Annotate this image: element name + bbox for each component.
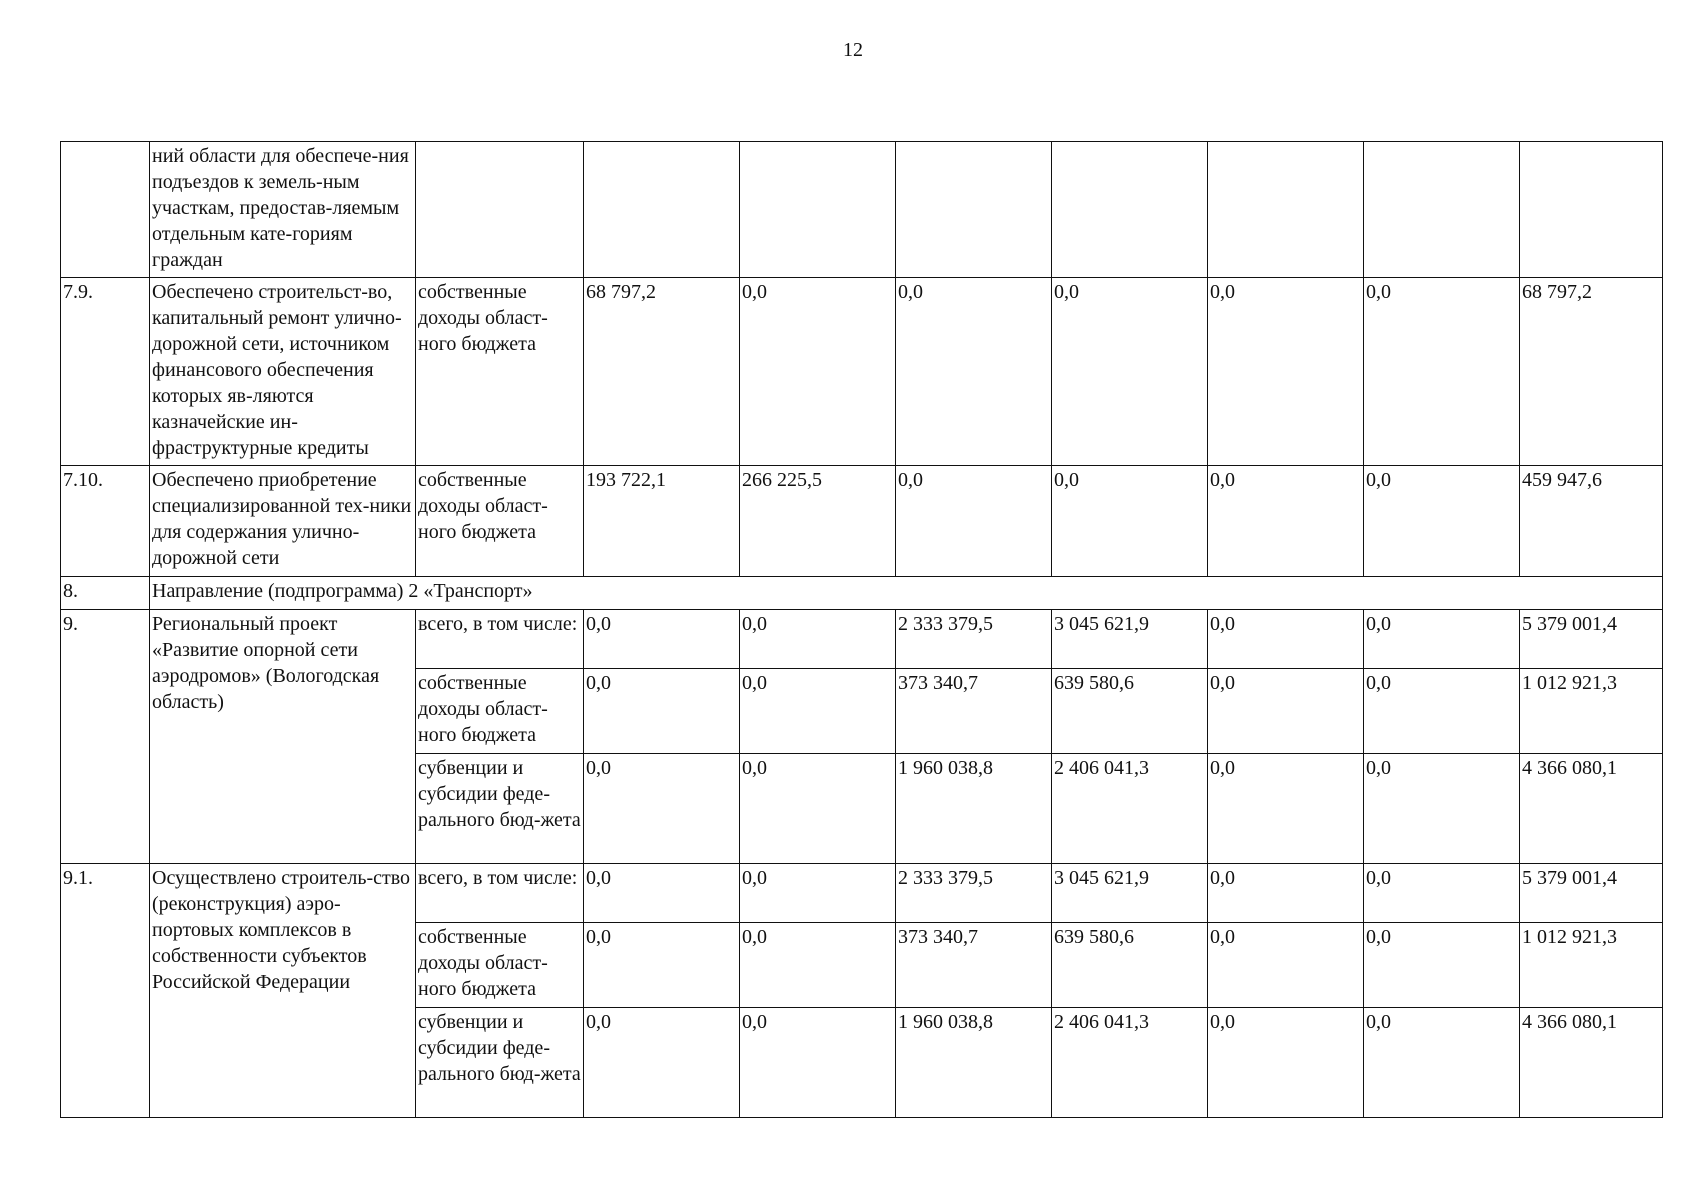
funding-source: собственные доходы област-ного бюджета xyxy=(416,923,584,1008)
value-cell: 2 406 041,3 xyxy=(1052,1008,1208,1118)
row-number: 7.9. xyxy=(61,278,150,466)
row-number: 7.10. xyxy=(61,466,150,577)
value-cell: 373 340,7 xyxy=(896,669,1052,754)
value-cell: 0,0 xyxy=(740,754,896,864)
value-cell: 0,0 xyxy=(1364,278,1520,466)
value-cell: 0,0 xyxy=(740,610,896,669)
value-cell: 1 960 038,8 xyxy=(896,1008,1052,1118)
value-cell: 3 045 621,9 xyxy=(1052,610,1208,669)
value-cell: 1 960 038,8 xyxy=(896,754,1052,864)
value-cell: 68 797,2 xyxy=(584,278,740,466)
budget-table xyxy=(60,141,1663,1118)
value-cell: 639 580,6 xyxy=(1052,669,1208,754)
value-cell: 3 045 621,9 xyxy=(1052,864,1208,923)
funding-source: субвенции и субсидии феде-рального бюд-жета xyxy=(416,754,584,864)
value-cell: 0,0 xyxy=(584,923,740,1008)
event-name: Обеспечено приобретение специализированной тех-ники для содержания улично-дорожной сети xyxy=(150,466,416,577)
funding-source: всего, в том числе: xyxy=(416,610,584,669)
value-cell: 639 580,6 xyxy=(1052,923,1208,1008)
value-cell: 0,0 xyxy=(1364,1008,1520,1118)
table-row xyxy=(61,278,1663,466)
total-cell: 4 366 080,1 xyxy=(1520,754,1663,864)
value-cell: 0,0 xyxy=(1208,610,1364,669)
value-cell: 0,0 xyxy=(1208,278,1364,466)
value-cell: 0,0 xyxy=(1364,466,1520,577)
value-cell xyxy=(1052,142,1208,278)
table-row xyxy=(61,142,1663,278)
row-number: 9.1. xyxy=(61,864,150,1118)
funding-source: собственные доходы област-ного бюджета xyxy=(416,466,584,577)
funding-source: всего, в том числе: xyxy=(416,864,584,923)
value-cell: 0,0 xyxy=(1208,669,1364,754)
value-cell: 0,0 xyxy=(740,1008,896,1118)
value-cell: 0,0 xyxy=(896,278,1052,466)
value-cell: 0,0 xyxy=(584,1008,740,1118)
value-cell: 0,0 xyxy=(584,754,740,864)
value-cell: 0,0 xyxy=(584,669,740,754)
section-heading: Направление (подпрограмма) 2 «Транспорт» xyxy=(150,577,1663,610)
value-cell: 0,0 xyxy=(1208,864,1364,923)
table-row xyxy=(61,864,1663,923)
value-cell: 0,0 xyxy=(1364,610,1520,669)
value-cell: 0,0 xyxy=(1364,923,1520,1008)
total-cell: 4 366 080,1 xyxy=(1520,1008,1663,1118)
value-cell: 0,0 xyxy=(740,923,896,1008)
funding-source: собственные доходы област-ного бюджета xyxy=(416,278,584,466)
value-cell: 0,0 xyxy=(740,864,896,923)
total-cell: 1 012 921,3 xyxy=(1520,923,1663,1008)
value-cell xyxy=(1208,142,1364,278)
total-cell: 68 797,2 xyxy=(1520,278,1663,466)
row-number: 8. xyxy=(61,577,150,610)
value-cell: 0,0 xyxy=(1364,754,1520,864)
value-cell: 0,0 xyxy=(1052,466,1208,577)
value-cell: 0,0 xyxy=(1052,278,1208,466)
value-cell xyxy=(1364,142,1520,278)
value-cell: 2 333 379,5 xyxy=(896,864,1052,923)
table-row xyxy=(61,577,1663,610)
total-cell: 5 379 001,4 xyxy=(1520,610,1663,669)
value-cell: 0,0 xyxy=(584,610,740,669)
value-cell: 0,0 xyxy=(740,278,896,466)
total-cell xyxy=(1520,142,1663,278)
event-name: Региональный проект «Развитие опорной сети аэродромов» (Вологодская область) xyxy=(150,610,416,864)
event-name: Обеспечено строительст-во, капитальный ремонт улично-дорожной сети, источником финансового обеспечения которых яв-ляются казначейские ин-фраструктурные кредиты xyxy=(150,278,416,466)
total-cell: 459 947,6 xyxy=(1520,466,1663,577)
total-cell: 5 379 001,4 xyxy=(1520,864,1663,923)
value-cell: 0,0 xyxy=(1364,864,1520,923)
event-name: Осуществлено строитель-ство (реконструкция) аэро-портовых комплексов в собственности субъектов Российской Федерации xyxy=(150,864,416,1118)
value-cell xyxy=(740,142,896,278)
row-number: 9. xyxy=(61,610,150,864)
value-cell xyxy=(896,142,1052,278)
value-cell: 0,0 xyxy=(1208,923,1364,1008)
value-cell: 0,0 xyxy=(896,466,1052,577)
value-cell xyxy=(584,142,740,278)
row-number xyxy=(61,142,150,278)
table-row xyxy=(61,466,1663,577)
value-cell: 0,0 xyxy=(1208,466,1364,577)
funding-source xyxy=(416,142,584,278)
value-cell: 2 406 041,3 xyxy=(1052,754,1208,864)
page-number: 12 xyxy=(843,39,863,61)
table-row xyxy=(61,610,1663,669)
event-name: ний области для обеспече-ния подъездов к земель-ным участкам, предостав-ляемым отдельным кате-гориям граждан xyxy=(150,142,416,278)
funding-source: собственные доходы област-ного бюджета xyxy=(416,669,584,754)
total-cell: 1 012 921,3 xyxy=(1520,669,1663,754)
value-cell: 0,0 xyxy=(1364,669,1520,754)
value-cell: 266 225,5 xyxy=(740,466,896,577)
value-cell: 0,0 xyxy=(584,864,740,923)
value-cell: 0,0 xyxy=(740,669,896,754)
value-cell: 193 722,1 xyxy=(584,466,740,577)
value-cell: 2 333 379,5 xyxy=(896,610,1052,669)
value-cell: 373 340,7 xyxy=(896,923,1052,1008)
value-cell: 0,0 xyxy=(1208,754,1364,864)
value-cell: 0,0 xyxy=(1208,1008,1364,1118)
funding-source: субвенции и субсидии феде-рального бюд-жета xyxy=(416,1008,584,1118)
